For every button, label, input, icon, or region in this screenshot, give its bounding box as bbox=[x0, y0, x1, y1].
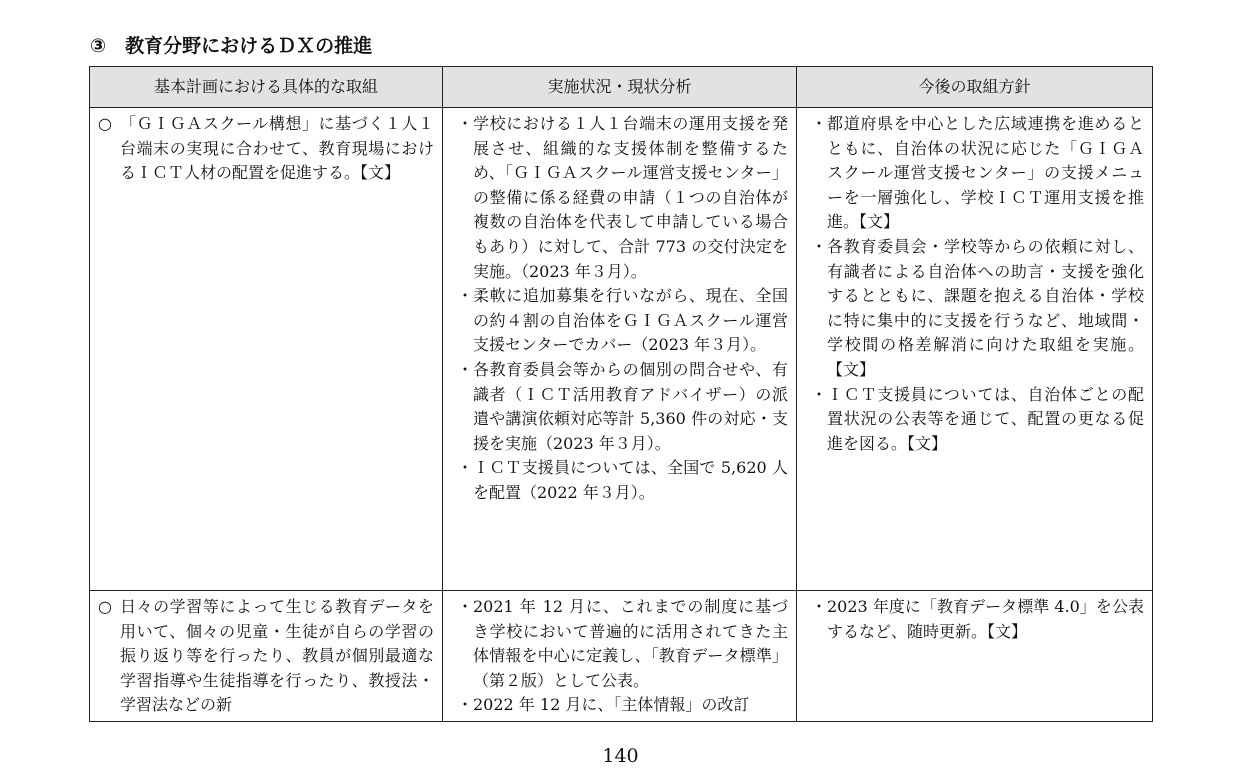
policy-item bbox=[805, 383, 1144, 457]
page-number: 140 bbox=[602, 745, 639, 767]
bullet-marker: ・ bbox=[457, 114, 474, 133]
bullet-marker: ・ bbox=[457, 458, 474, 478]
plan-text: 「ＧＩＧＡスクール構想」に基づく１人１台端末の実現に合わせて、教育現場におけるＩＣＴ人材の配置を促進する。【文】 bbox=[120, 114, 434, 183]
plan-item bbox=[98, 595, 434, 718]
status-text: ＩＣＴ支援員については、全国で 5,620 人を配置（2022 年３月）。 bbox=[473, 458, 788, 502]
plan-item bbox=[98, 112, 434, 186]
status-cell bbox=[443, 591, 797, 722]
table-row bbox=[90, 108, 1153, 591]
policy-text: 各教育委員会・学校等からの依頼に対し、有識者による自治体への助言・支援を強化するとともに、課題を抱える自治体・学校に特に集中的に支援を行うなど、地域間・学校間の格差解消に向けた取組を実施。【文】 bbox=[827, 236, 1144, 379]
status-item bbox=[451, 358, 788, 456]
status-item bbox=[451, 693, 788, 718]
bullet-marker: ・ bbox=[457, 286, 474, 306]
plan-list bbox=[98, 595, 434, 718]
measures-table bbox=[89, 66, 1153, 722]
policy-text: 2023 年度に「教育データ標準 4.0」を公表するなど、随時更新。【文】 bbox=[827, 597, 1144, 641]
status-item bbox=[451, 284, 788, 358]
bullet-marker: ・ bbox=[457, 695, 474, 715]
policy-list bbox=[805, 595, 1144, 644]
header-future-policy: 今後の取組方針 bbox=[797, 67, 1153, 108]
status-text: 2022 年 12 月に、「主体情報」の改訂 bbox=[473, 695, 750, 715]
policy-cell bbox=[797, 591, 1153, 722]
bullet-marker: ・ bbox=[457, 597, 474, 616]
status-item bbox=[451, 595, 788, 693]
bullet-marker: ・ bbox=[457, 359, 474, 379]
policy-text: ＩＣＴ支援員については、自治体ごとの配置状況の公表等を通じて、配置の更なる促進を図る。【文】 bbox=[827, 384, 1144, 453]
policy-item bbox=[805, 235, 1144, 383]
header-specific-measures: 基本計画における具体的な取組 bbox=[90, 67, 443, 108]
policy-item bbox=[805, 595, 1144, 644]
header-implementation-status: 実施状況・現状分析 bbox=[443, 67, 797, 108]
bullet-marker: ・ bbox=[811, 384, 828, 404]
circle-marker: ○ bbox=[98, 597, 112, 616]
status-item bbox=[451, 112, 788, 284]
bullet-marker: ・ bbox=[811, 236, 828, 256]
status-cell bbox=[443, 108, 797, 591]
circle-marker: ○ bbox=[98, 114, 112, 133]
plan-cell bbox=[90, 591, 443, 722]
status-text: 2021 年 12 月に、これまでの制度に基づき学校において普遍的に活用されてきた主体情報を中心に定義し、「教育データ標準」（第２版）として公表。 bbox=[473, 597, 788, 690]
plan-text: 日々の学習等によって生じる教育データを用いて、個々の児童・生徒が自らの学習の振り返り等を行ったり、教員が個別最適な学習指導や生徒指導を行ったり、教授法・学習法などの新 bbox=[120, 597, 434, 715]
plan-list bbox=[98, 112, 434, 186]
status-list bbox=[451, 112, 788, 506]
status-text: 各教育委員会等からの個別の問合せや、有識者（ＩＣＴ活用教育アドバイザー）の派遣や講演依頼対応等計 5,360 件の対応・支援を実施（2023 年３月）。 bbox=[473, 359, 788, 453]
policy-item bbox=[805, 112, 1144, 235]
status-item bbox=[451, 456, 788, 505]
status-list bbox=[451, 595, 788, 718]
status-text: 学校における１人１台端末の運用支援を発展させ、組織的な支援体制を整備するため、「ＧＩＧＡスクール運営支援センター」の整備に係る経費の申請（１つの自治体が複数の自治体を代表して申請している場合もあり）に対して、合計 773 の交付決定を実施。（2023 年３月）。 bbox=[473, 114, 788, 281]
status-text: 柔軟に追加募集を行いながら、現在、全国の約４割の自治体をＧＩＧＡスクール運営支援センターでカバー（2023 年３月）。 bbox=[473, 286, 788, 355]
policy-text: 都道府県を中心とした広域連携を進めるとともに、自治体の状況に応じた「ＧＩＧＡスクール運営支援センター」の支援メニューを一層強化し、学校ＩＣＴ運用支援を推進。【文】 bbox=[827, 114, 1144, 232]
plan-cell bbox=[90, 108, 443, 591]
bullet-marker: ・ bbox=[811, 114, 828, 133]
bullet-marker: ・ bbox=[811, 597, 828, 616]
policy-list bbox=[805, 112, 1144, 456]
policy-cell bbox=[797, 108, 1153, 591]
table-header-row bbox=[90, 67, 1153, 108]
section-title: ③ 教育分野におけるＤＸの推進 bbox=[90, 35, 373, 57]
table-row bbox=[90, 591, 1153, 722]
